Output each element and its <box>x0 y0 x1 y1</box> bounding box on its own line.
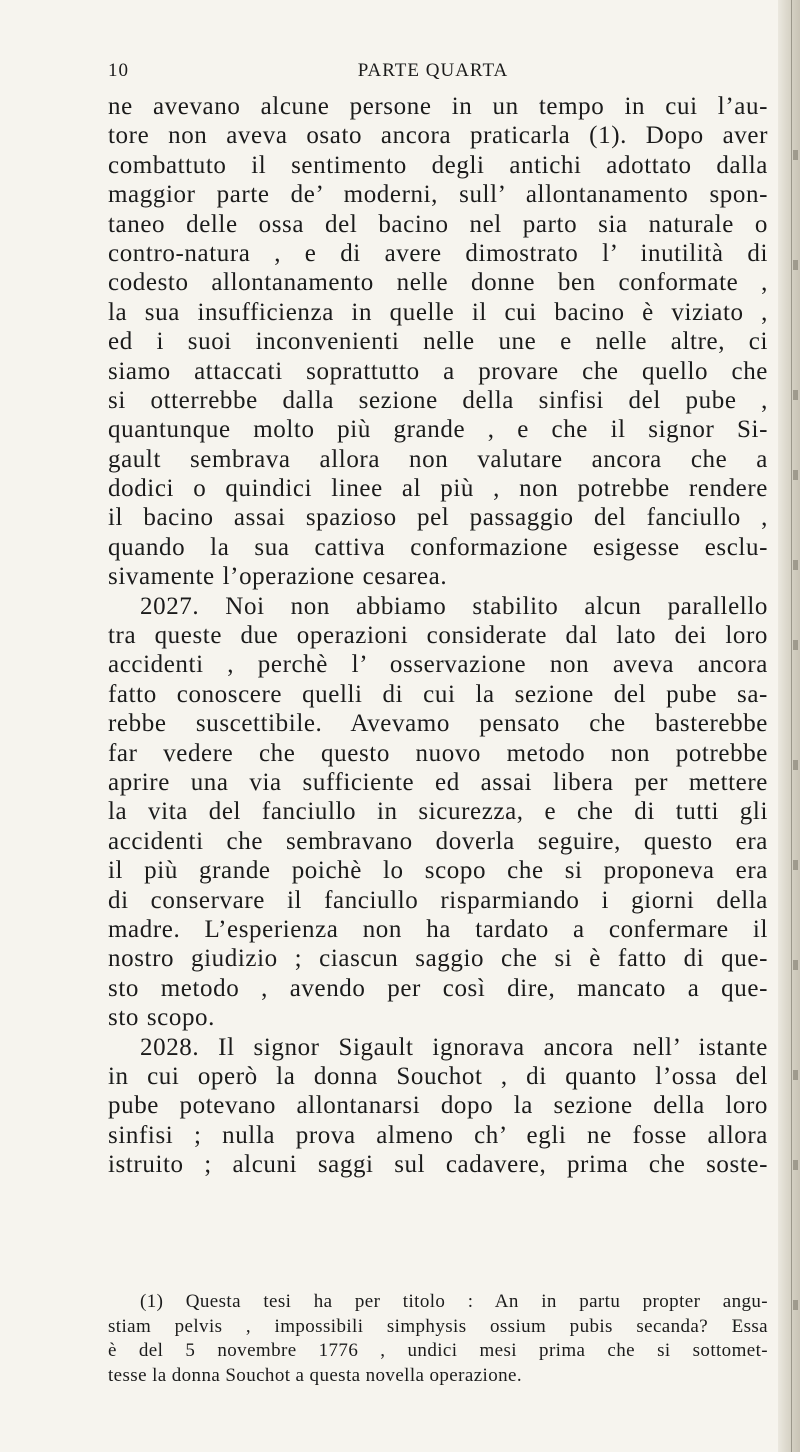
text-line: sivamente l’operazione cesarea. <box>108 563 448 591</box>
page-edge-mark <box>793 760 798 770</box>
text-line: rebbe suscettibile. Avevamo pensato che basterebbe <box>108 710 768 738</box>
page-edge-mark <box>793 860 798 870</box>
body-text <box>108 92 768 1179</box>
page-edge-mark <box>793 1300 798 1310</box>
text-line: maggior parte de’ moderni, sull’ allontanamento spon- <box>108 181 768 209</box>
text-line: in cui operò la donna Souchot , di quanto l’ossa del <box>108 1062 768 1090</box>
text-line: codesto allontanamento nelle donne ben conformate , <box>108 269 768 297</box>
page-edge-line <box>791 0 792 1452</box>
text-line: fatto conoscere quelli di cui la sezione del pube sa- <box>108 680 768 708</box>
text-line: accidenti , perchè l’ osservazione non aveva ancora <box>108 651 768 679</box>
running-title: PARTE QUARTA <box>357 60 509 81</box>
text-line: pube potevano allontanarsi dopo la sezione della loro <box>108 1092 768 1120</box>
footnote-line: tesse la donna Souchot a questa novella operazione. <box>108 1364 522 1386</box>
text-line: dodici o quindici linee al più , non potrebbe rendere <box>108 475 768 503</box>
text-line: contro-natura , e di avere dimostrato l’ inutilità di <box>108 239 768 267</box>
text-line: il più grande poichè lo scopo che si proponeva era <box>108 857 768 885</box>
text-line: combattuto il sentimento degli antichi adottato dalla <box>108 151 768 179</box>
page-edge-mark <box>793 150 798 160</box>
text-line: la vita del fanciullo in sicurezza, e che di tutti gli <box>108 798 768 826</box>
text-line: quantunque molto più grande , e che il signor Si- <box>108 416 768 444</box>
footnote-line: è del 5 novembre 1776 , undici mesi prima che si sottomet- <box>108 1340 768 1361</box>
page-edge-mark <box>793 260 798 270</box>
footnote-line: stiam pelvis , impossibili simphysis ossium pubis secanda? Essa <box>108 1315 768 1337</box>
text-line: di conservare il fanciullo risparmiando i giorni della <box>108 886 768 914</box>
text-line: gault sembrava allora non valutare ancora che a <box>108 445 768 473</box>
page-edge-mark <box>793 1070 798 1080</box>
paragraph-2028: 2028. Il signor Sigault ignorava ancora nell’ istante <box>140 1033 768 1061</box>
text-line: aprire una via sufficiente ed assai libera per mettere <box>108 768 768 796</box>
running-head <box>108 60 758 88</box>
text-line: quando la sua cattiva conformazione esigesse esclu- <box>108 533 768 561</box>
text-line: sto scopo. <box>108 1004 215 1032</box>
page-number: 10 <box>108 60 129 81</box>
paragraph-2027: 2027. Noi non abbiamo stabilito alcun parallello <box>140 592 768 620</box>
text-line: istruito ; alcuni saggi sul cadavere, prima che soste- <box>108 1151 768 1179</box>
footnote-line: (1) Questa tesi ha per titolo : An in partu propter angu- <box>140 1291 768 1312</box>
text-line: far vedere che questo nuovo metodo non potrebbe <box>108 739 768 767</box>
text-line: ed i suoi inconvenienti nelle une e nelle altre, ci <box>108 328 768 356</box>
text-line: nostro giudizio ; ciascun saggio che si è fatto di que- <box>108 945 768 973</box>
page-edge-mark <box>793 470 798 480</box>
text-line: sto metodo , avendo per così dire, mancato a que- <box>108 974 768 1002</box>
text-line: sinfisi ; nulla prova almeno ch’ egli ne fosse allora <box>108 1121 768 1149</box>
text-line: tore non aveva osato ancora praticarla (1). Dopo aver <box>108 122 768 150</box>
footnote <box>108 1290 768 1388</box>
page-edge-mark <box>793 960 798 970</box>
text-line: il bacino assai spazioso pel passaggio del fanciullo , <box>108 504 768 532</box>
page-edge-mark <box>793 640 798 650</box>
text-line: madre. L’esperienza non ha tardato a confermare il <box>108 915 768 943</box>
page-edge-mark <box>793 1160 798 1170</box>
text-line: ne avevano alcune persone in un tempo in cui l’au- <box>108 93 768 120</box>
text-line: si otterrebbe dalla sezione della sinfisi del pube , <box>108 386 768 414</box>
page-edge <box>778 0 800 1452</box>
text-line: la sua insufficienza in quelle il cui bacino è viziato , <box>108 298 768 326</box>
text-line: taneo delle ossa del bacino nel parto sia naturale o <box>108 210 768 238</box>
text-line: accidenti che sembravano doverla seguire, questo era <box>108 827 768 855</box>
page-edge-mark <box>793 390 798 400</box>
text-line: siamo attaccati soprattutto a provare che quello che <box>108 357 768 385</box>
text-line: tra queste due operazioni considerate dal lato dei loro <box>108 622 768 650</box>
page-edge-mark <box>793 560 798 570</box>
